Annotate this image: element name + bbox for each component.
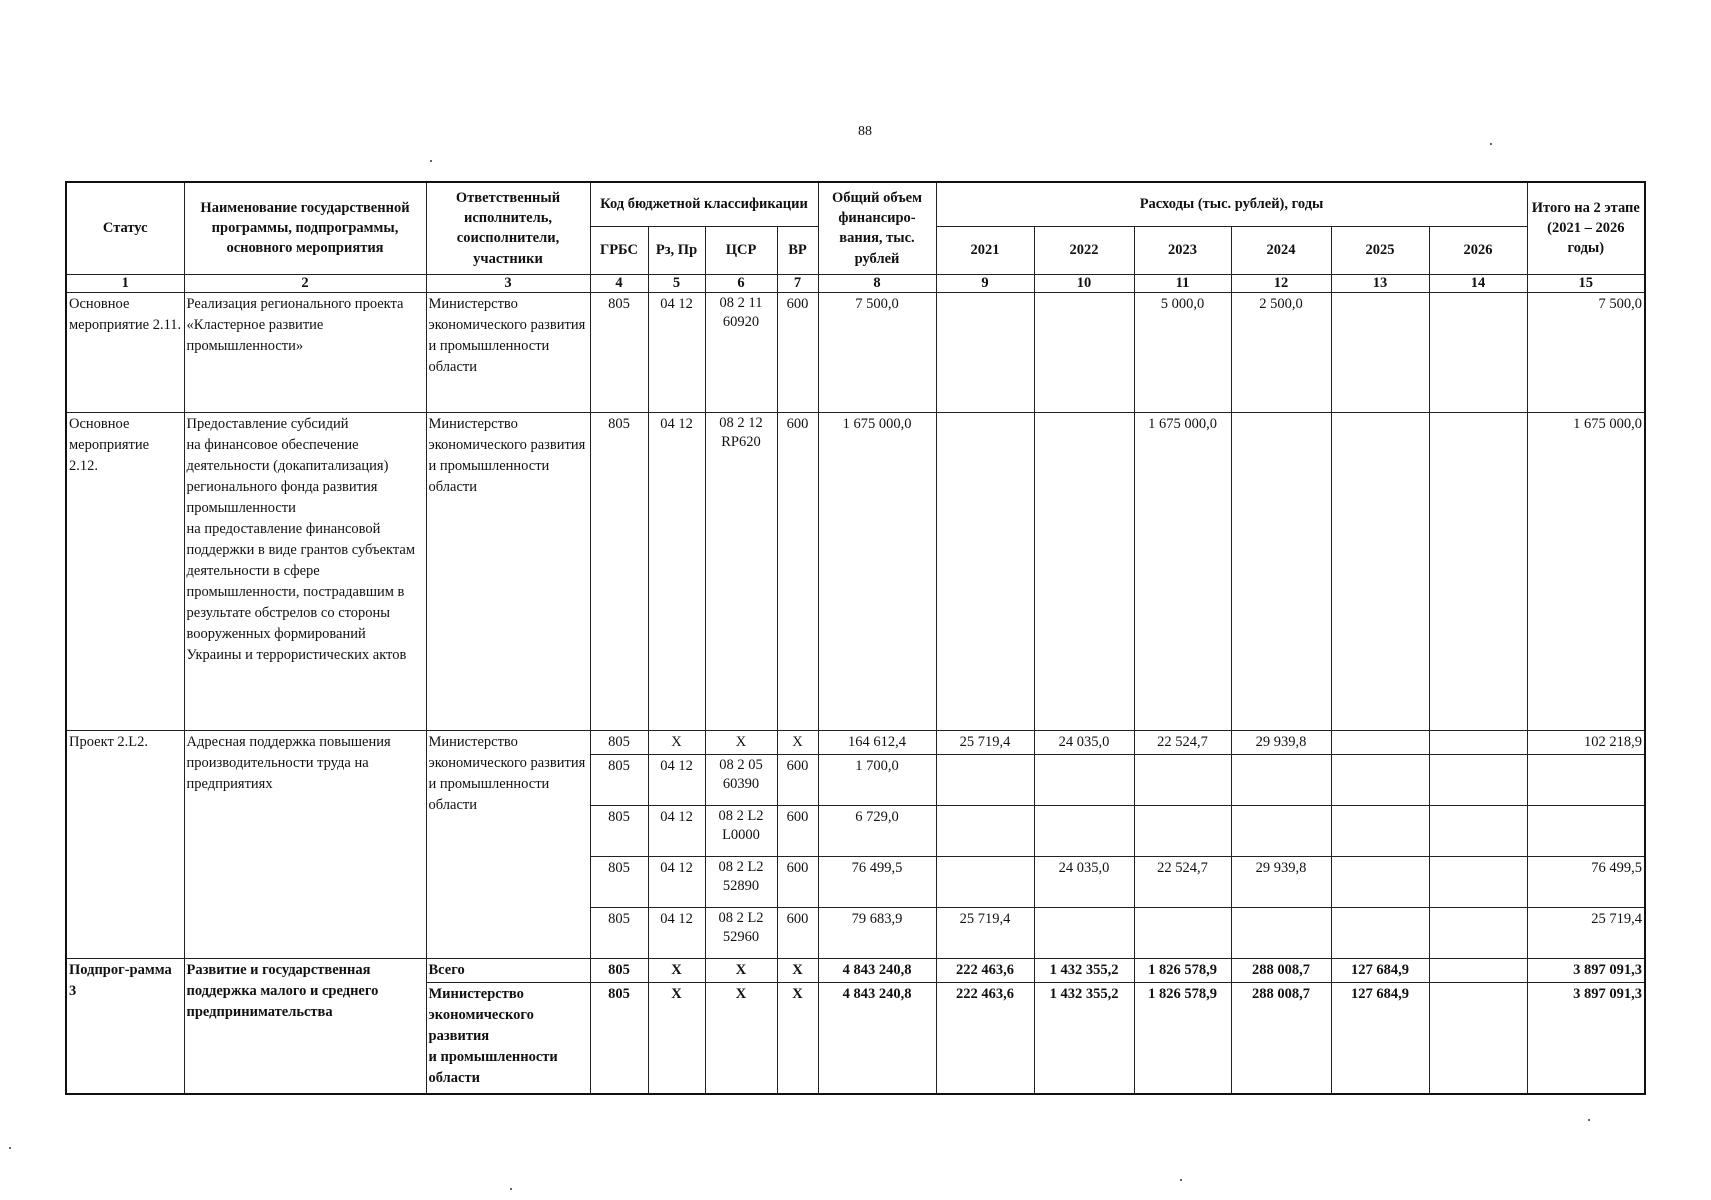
year-2024-cell [1231, 907, 1331, 958]
status-cell: Основное мероприятие 2.11. [66, 292, 184, 412]
header-year-2022: 2022 [1034, 226, 1134, 274]
rzpr-cell: 04 12 [648, 805, 705, 856]
year-2023-cell: 1 826 578,9 [1134, 982, 1231, 1094]
rzpr-cell: X [648, 958, 705, 982]
year-2021-cell [936, 805, 1034, 856]
year-2022-cell [1034, 907, 1134, 958]
header-year-2023: 2023 [1134, 226, 1231, 274]
year-2026-cell [1429, 805, 1527, 856]
scan-speck [1180, 1179, 1182, 1181]
column-number: 3 [426, 274, 590, 292]
year-2024-cell: 29 939,8 [1231, 730, 1331, 754]
csr-cell: 08 2 12 RP620 [705, 412, 777, 730]
column-number-row [66, 274, 1645, 292]
year-2026-cell [1429, 754, 1527, 805]
vr-cell: X [777, 958, 818, 982]
stage-total-cell [1527, 754, 1645, 805]
column-number: 12 [1231, 274, 1331, 292]
year-2021-cell: 25 719,4 [936, 730, 1034, 754]
year-2022-cell: 1 432 355,2 [1034, 958, 1134, 982]
year-2021-cell [936, 292, 1034, 412]
column-number: 6 [705, 274, 777, 292]
year-2023-cell: 1 675 000,0 [1134, 412, 1231, 730]
csr-cell: 08 2 05 60390 [705, 754, 777, 805]
year-2022-cell: 1 432 355,2 [1034, 982, 1134, 1094]
status-cell: Проект 2.L2. [66, 730, 184, 958]
total-cell: 76 499,5 [818, 856, 936, 907]
status-cell: Основное мероприятие 2.12. [66, 412, 184, 730]
executor-cell: Министерство экономического развития и промышленности области [426, 412, 590, 730]
year-2024-cell [1231, 412, 1331, 730]
grbs-cell: 805 [590, 412, 648, 730]
year-2022-cell [1034, 805, 1134, 856]
vr-cell: 600 [777, 856, 818, 907]
scan-speck [1588, 1119, 1590, 1121]
year-2025-cell: 127 684,9 [1331, 982, 1429, 1094]
stage-total-cell: 1 675 000,0 [1527, 412, 1645, 730]
csr-cell: 08 2 L2 52890 [705, 856, 777, 907]
vr-cell: 600 [777, 907, 818, 958]
grbs-cell: 805 [590, 856, 648, 907]
year-2023-cell [1134, 754, 1231, 805]
grbs-cell: 805 [590, 730, 648, 754]
year-2026-cell [1429, 412, 1527, 730]
stage-total-cell: 25 719,4 [1527, 907, 1645, 958]
csr-cell: 08 2 11 60920 [705, 292, 777, 412]
stage-total-cell: 76 499,5 [1527, 856, 1645, 907]
year-2021-cell [936, 412, 1034, 730]
year-2024-cell: 288 008,7 [1231, 982, 1331, 1094]
table-row [66, 730, 1645, 754]
header-total-volume: Общий объем финансиро-вания, тыс. рублей [818, 182, 936, 274]
total-cell: 4 843 240,8 [818, 982, 936, 1094]
vr-cell: 600 [777, 754, 818, 805]
csr-cell: X [705, 730, 777, 754]
year-2024-cell [1231, 754, 1331, 805]
scan-speck [510, 1188, 512, 1190]
stage-total-cell: 3 897 091,3 [1527, 982, 1645, 1094]
name-cell: Развитие и государственная поддержка малого и среднего предпринимательства [184, 958, 426, 1094]
header-executor: Ответственный исполнитель, соисполнители, участники [426, 182, 590, 274]
year-2026-cell [1429, 292, 1527, 412]
vr-cell: 600 [777, 412, 818, 730]
vr-cell: X [777, 730, 818, 754]
stage-total-cell: 102 218,9 [1527, 730, 1645, 754]
column-number: 7 [777, 274, 818, 292]
column-number: 9 [936, 274, 1034, 292]
header-year-2021: 2021 [936, 226, 1034, 274]
year-2025-cell: 127 684,9 [1331, 958, 1429, 982]
header-csr: ЦСР [705, 226, 777, 274]
grbs-cell: 805 [590, 292, 648, 412]
executor-cell: Министерство экономического развития и промышленности области [426, 730, 590, 958]
year-2026-cell [1429, 730, 1527, 754]
year-2026-cell [1429, 907, 1527, 958]
year-2025-cell [1331, 805, 1429, 856]
executor-cell: Всего [426, 958, 590, 982]
stage-total-cell: 7 500,0 [1527, 292, 1645, 412]
total-cell: 79 683,9 [818, 907, 936, 958]
budget-table [65, 181, 1646, 1095]
year-2025-cell [1331, 730, 1429, 754]
vr-cell: 600 [777, 292, 818, 412]
rzpr-cell: X [648, 982, 705, 1094]
year-2026-cell [1429, 856, 1527, 907]
csr-cell: 08 2 L2 52960 [705, 907, 777, 958]
name-cell: Предоставление субсидий на финансовое обеспечение деятельности (докапитализация) регионального фонда развития промышленности на предоставление финансовой поддержки в виде грантов субъектам деятельности в сфере промышленности, пострадавшим в результате обстрелов со стороны вооруженных формирований Украины и террористических актов [184, 412, 426, 730]
grbs-cell: 805 [590, 982, 648, 1094]
year-2025-cell [1331, 412, 1429, 730]
table-row [66, 292, 1645, 412]
scan-speck [430, 160, 432, 162]
rzpr-cell: 04 12 [648, 856, 705, 907]
header-year-2025: 2025 [1331, 226, 1429, 274]
header-grbs: ГРБС [590, 226, 648, 274]
total-cell: 7 500,0 [818, 292, 936, 412]
page-number: 88 [858, 124, 872, 139]
column-number: 2 [184, 274, 426, 292]
year-2021-cell: 25 719,4 [936, 907, 1034, 958]
table-row [66, 958, 1645, 982]
total-cell: 6 729,0 [818, 805, 936, 856]
executor-cell: Министерство экономического развития и промышленности области [426, 982, 590, 1094]
rzpr-cell: 04 12 [648, 412, 705, 730]
year-2023-cell: 22 524,7 [1134, 856, 1231, 907]
year-2023-cell [1134, 907, 1231, 958]
year-2023-cell [1134, 805, 1231, 856]
rzpr-cell: 04 12 [648, 907, 705, 958]
header-name: Наименование государственной программы, подпрограммы, основного мероприятия [184, 182, 426, 274]
year-2025-cell [1331, 292, 1429, 412]
year-2022-cell [1034, 292, 1134, 412]
year-2026-cell [1429, 958, 1527, 982]
header-vr: ВР [777, 226, 818, 274]
csr-cell: X [705, 982, 777, 1094]
year-2023-cell: 1 826 578,9 [1134, 958, 1231, 982]
total-cell: 1 675 000,0 [818, 412, 936, 730]
year-2021-cell: 222 463,6 [936, 982, 1034, 1094]
header-budget-code: Код бюджетной классификации [590, 182, 818, 226]
column-number: 4 [590, 274, 648, 292]
scan-speck [9, 1147, 11, 1149]
year-2021-cell [936, 754, 1034, 805]
csr-cell: 08 2 L2 L0000 [705, 805, 777, 856]
rzpr-cell: X [648, 730, 705, 754]
year-2023-cell: 22 524,7 [1134, 730, 1231, 754]
vr-cell: 600 [777, 805, 818, 856]
grbs-cell: 805 [590, 958, 648, 982]
stage-total-cell: 3 897 091,3 [1527, 958, 1645, 982]
total-cell: 4 843 240,8 [818, 958, 936, 982]
scan-speck [1490, 143, 1492, 145]
column-number: 14 [1429, 274, 1527, 292]
name-cell: Реализация регионального проекта «Кластерное развитие промышленности» [184, 292, 426, 412]
column-number: 1 [66, 274, 184, 292]
column-number: 5 [648, 274, 705, 292]
year-2024-cell: 2 500,0 [1231, 292, 1331, 412]
header-year-2026: 2026 [1429, 226, 1527, 274]
rzpr-cell: 04 12 [648, 754, 705, 805]
year-2025-cell [1331, 907, 1429, 958]
status-cell: Подпрог-рамма 3 [66, 958, 184, 1094]
year-2024-cell [1231, 805, 1331, 856]
year-2021-cell [936, 856, 1034, 907]
column-number: 8 [818, 274, 936, 292]
total-cell: 164 612,4 [818, 730, 936, 754]
year-2022-cell: 24 035,0 [1034, 856, 1134, 907]
year-2026-cell [1429, 982, 1527, 1094]
stage-total-cell [1527, 805, 1645, 856]
year-2024-cell: 288 008,7 [1231, 958, 1331, 982]
header-status: Статус [66, 182, 184, 274]
column-number: 10 [1034, 274, 1134, 292]
grbs-cell: 805 [590, 805, 648, 856]
total-cell: 1 700,0 [818, 754, 936, 805]
year-2025-cell [1331, 856, 1429, 907]
name-cell: Адресная поддержка повышения производительности труда на предприятиях [184, 730, 426, 958]
year-2025-cell [1331, 754, 1429, 805]
header-stage-total: Итого на 2 этапе (2021 – 2026 годы) [1527, 182, 1645, 274]
rzpr-cell: 04 12 [648, 292, 705, 412]
table-row [66, 412, 1645, 730]
header-expenses: Расходы (тыс. рублей), годы [936, 182, 1527, 226]
year-2022-cell [1034, 412, 1134, 730]
csr-cell: X [705, 958, 777, 982]
year-2023-cell: 5 000,0 [1134, 292, 1231, 412]
vr-cell: X [777, 982, 818, 1094]
grbs-cell: 805 [590, 907, 648, 958]
column-number: 13 [1331, 274, 1429, 292]
executor-cell: Министерство экономического развития и промышленности области [426, 292, 590, 412]
year-2024-cell: 29 939,8 [1231, 856, 1331, 907]
year-2021-cell: 222 463,6 [936, 958, 1034, 982]
header-year-2024: 2024 [1231, 226, 1331, 274]
column-number: 11 [1134, 274, 1231, 292]
column-number: 15 [1527, 274, 1645, 292]
header-rzpr: Рз, Пр [648, 226, 705, 274]
year-2022-cell: 24 035,0 [1034, 730, 1134, 754]
year-2022-cell [1034, 754, 1134, 805]
grbs-cell: 805 [590, 754, 648, 805]
